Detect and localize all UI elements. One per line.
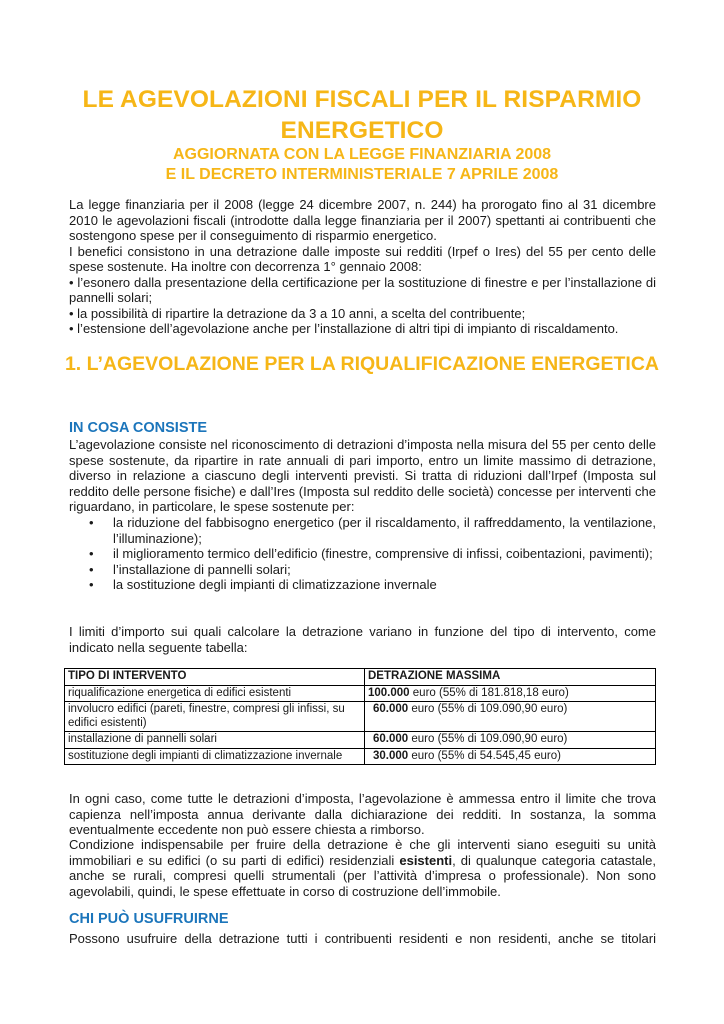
table-row: [65, 732, 656, 749]
paragraph-limiti: I limiti d’importo sui quali calcolare la detrazione variano in funzione del tipo di intervento, come indicato nella seguente tabella:: [69, 624, 656, 655]
cell-detrazione: 60.000 euro (55% di 109.090,90 euro): [365, 702, 656, 732]
emphasis-esistenti: esistenti: [399, 852, 453, 868]
bullet-icon: •: [89, 546, 94, 561]
intro-bullet-1: • l’esonero dalla presentazione della certificazione per la sostituzione di finestre e per l’installazione di pannelli solari;: [69, 274, 656, 305]
subtitle-line-1: AGGIORNATA CON LA LEGGE FINANZIARIA 2008: [172, 146, 552, 163]
intro-bullet-2: • la possibilità di ripartire la detrazione da 3 a 10 anni, a scelta del contribuente;: [69, 305, 526, 321]
cell-tipo: sostituzione degli impianti di climatizzazione invernale: [65, 748, 365, 765]
header-tipo-intervento: TIPO DI INTERVENTO: [65, 669, 365, 686]
document-title: LE AGEVOLAZIONI FISCALI PER IL RISPARMIO ENERGETICO: [82, 86, 642, 144]
paragraph-chi: Possono usufruire della detrazione tutti i contribuenti residenti e non residenti, anche se titolari: [69, 931, 656, 946]
cell-detrazione: 100.000 euro (55% di 181.818,18 euro): [365, 685, 656, 702]
amount: 60.000: [373, 703, 409, 715]
paragraph-condizione: Condizione indispensabile per fruire della detrazione è che gli interventi siano eseguiti su unità immobiliari e su edifici (o su parti di edifici) residenziali esistenti, di qualunque categoria catastale, anche se rurali, compresi quelli strumentali (per l’attività d’impresa o professionale). Non sono agevolabili, quindi, le spese effettuate in corso di costruzione dell’immobile.: [69, 837, 656, 899]
intro-bullet-3: • l’estensione dell’agevolazione anche per l’installazione di altri tipi di impianto di riscaldamento.: [69, 321, 619, 336]
bullet-icon: •: [89, 515, 94, 530]
heading-in-cosa-consiste: IN COSA CONSISTE: [69, 420, 208, 436]
intro-block: [69, 197, 656, 337]
table-row: [65, 702, 656, 732]
paragraph-in-ogni-caso: In ogni caso, come tutte le detrazioni d’imposta, l’agevolazione è ammessa entro il limite che trova capienza nell’imposta annua derivante dalla dichiarazione dei redditi. In sostanza, la somma eventualmente eccedente non può essere chiesta a rimborso.: [69, 791, 656, 837]
cell-detrazione: 60.000 euro (55% di 109.090,90 euro): [365, 732, 656, 749]
list-item: • l’installazione di pannelli solari;: [89, 561, 291, 577]
list-item: • il miglioramento termico dell’edificio (finestre, comprensive di infissi, coibentazioni, pavimenti);: [89, 546, 653, 561]
table-header-row: [65, 669, 656, 686]
detrazione-table: [64, 668, 656, 765]
amount: 60.000: [373, 733, 409, 745]
cell-tipo: involucro edifici (pareti, finestre, compresi gli infissi, su edifici esistenti): [65, 702, 365, 732]
paragraph-consiste: L’agevolazione consiste nel riconoscimento di detrazioni d’imposta nella misura del 55 per cento delle spese sostenute, da ripartire in rate annuali di pari importo, entro un limite massimo di detrazione, diverso in relazione a ciascuno degli interventi previsti. Si tratta di riduzioni dall’Irpef (Imposta sul reddito delle persone fisiche) e dall’Ires (Imposta sul reddito delle società) concesse per interventi che riguardano, in particolare, le spese sostenute per:: [69, 437, 656, 514]
list-item: • la riduzione del fabbisogno energetico (per il riscaldamento, il raffreddamento, la ventilazione, l’illuminazione);: [89, 515, 656, 546]
subtitle-line-2: E IL DECRETO INTERMINISTERIALE 7 APRILE 2008: [165, 165, 559, 183]
bullet-icon: •: [89, 577, 94, 592]
amount: 30.000: [373, 749, 409, 762]
cell-detrazione: 30.000 euro (55% di 54.545,45 euro): [365, 748, 656, 765]
list-item: • la sostituzione degli impianti di climatizzazione invernale: [89, 577, 437, 592]
heading-chi-puo-usufruirne: CHI PUÒ USUFRUIRNE: [69, 911, 229, 927]
table-row: [65, 748, 656, 765]
header-detrazione-massima: DETRAZIONE MASSIMA: [365, 669, 656, 686]
bullet-icon: •: [89, 561, 94, 577]
amount: 100.000: [368, 686, 410, 699]
document-subtitle: [40, 145, 684, 184]
cell-tipo: riqualificazione energetica di edifici esistenti: [65, 685, 365, 702]
spese-bullet-list: [69, 515, 656, 593]
cell-tipo: installazione di pannelli solari: [65, 732, 365, 749]
intro-paragraph-2: I benefici consistono in una detrazione dalle imposte sui redditi (Irpef o Ires) del 55 per cento delle spese sostenute. Ha inoltre con decorrenza 1° gennaio 2008:: [69, 243, 656, 274]
section-1-title: 1. L’AGEVOLAZIONE PER LA RIQUALIFICAZIONE ENERGETICA: [64, 353, 660, 375]
table-row: [65, 685, 656, 702]
intro-paragraph-1: La legge finanziaria per il 2008 (legge 24 dicembre 2007, n. 244) ha prorogato fino al 31 dicembre 2010 le agevolazioni fiscali (introdotte dalla legge finanziaria per il 2007) spettanti ai contribuenti che sostengono spese per il conseguimento di risparmio energetico.: [69, 197, 656, 243]
